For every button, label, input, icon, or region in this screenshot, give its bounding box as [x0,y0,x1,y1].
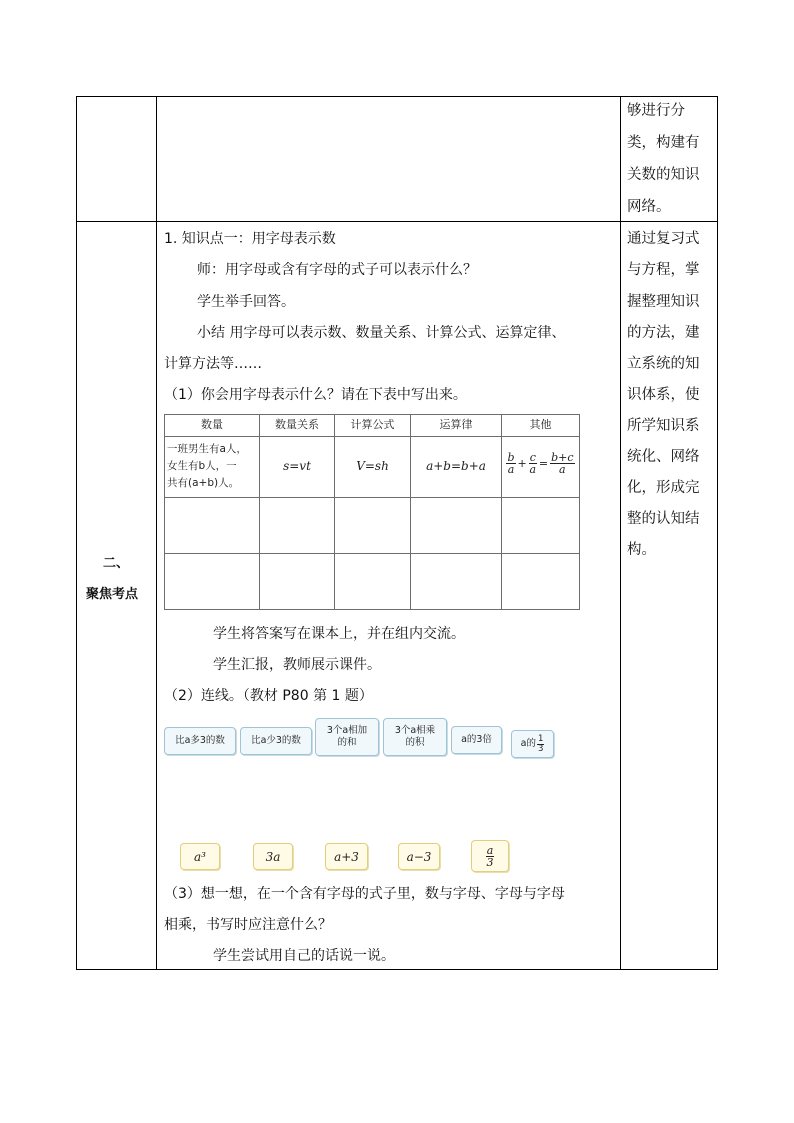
note-line: 化，形成完 [627,480,700,496]
note-line: 统化、网络 [627,449,700,465]
other-cell: $\frac{b}{a}$ + $\frac{c}{a}$ = $\frac{b+c}{a}$ [507,451,574,476]
note-line: 网络。 [627,199,671,215]
match-card-bottom[interactable]: 3a [253,843,293,870]
table-row-divider [76,221,718,222]
table-header: 计算公式 [350,418,395,431]
heading: 1. 知识点一：用字母表示数 [164,231,336,247]
match-card-top[interactable]: 3个a相乘 的积 [383,718,447,756]
match-card-top[interactable]: 比a少3的数 [240,727,312,755]
teacher-question: 师：用字母或含有字母的式子可以表示什么？ [197,262,477,278]
table-col-divider-2 [620,96,621,970]
section-number: 二、 [103,556,130,571]
table-col-divider-1 [156,96,157,970]
table-header: 运算律 [439,418,473,431]
note-line: 整的认知结 [627,511,700,527]
table-border-bottom [76,969,718,970]
student-answer: 学生举手回答。 [197,294,295,310]
match-card-top[interactable]: 比a多3的数 [164,727,236,755]
table-header: 其他 [529,418,552,431]
summary-line: 计算方法等…… [164,356,262,372]
note-line: 识体系，使 [627,387,700,403]
quantity-cell: 一班男生有a人， 女生有b人，一 共有(a+b)人。 [167,443,247,489]
match-card-bottom[interactable]: a−3 [398,843,440,870]
note-line: 握整理知识 [627,294,700,310]
match-card-bottom[interactable]: $\frac{a}{3}$ [471,840,509,872]
match-card-top[interactable]: a的 $\frac{1}{3}$ [511,730,554,758]
section-title: 聚焦考点 [86,587,139,602]
note-line: 关数的知识 [627,167,700,183]
summary-line: 小结 用字母可以表示数、数量关系、计算公式、运算定律、 [197,325,566,341]
table-header: 数量 [201,418,223,431]
table-header: 数量关系 [275,418,319,431]
task-3: （3）想一想，在一个含有字母的式子里，数与字母、字母与字母 [164,886,565,902]
table-border-right [717,96,718,970]
match-card-bottom[interactable]: a³ [180,843,220,870]
relation-cell: s=vt [283,459,311,473]
table-border-left [76,96,77,970]
table-border-top [76,96,718,97]
after-line: 学生汇报，教师展示课件。 [213,657,381,673]
note-line: 与方程，掌 [627,262,700,278]
match-card-top[interactable]: a的3倍 [451,726,502,754]
match-card-bottom[interactable]: a+3 [325,843,368,870]
note-line: 通过复习式 [627,231,700,247]
note-line: 立系统的知 [627,356,700,372]
note-line: 够进行分 [627,103,685,119]
note-line: 构。 [627,542,656,558]
task-1: （1）你会用字母表示什么？请在下表中写出来。 [164,387,467,403]
formula-cell: V=sh [356,459,389,473]
after-line: 学生将答案写在课本上，并在组内交流。 [213,626,465,642]
note-line: 类，构建有 [627,135,700,151]
task-3: 相乘，书写时应注意什么？ [164,917,332,933]
note-line: 所学知识系 [627,418,700,434]
last-line: 学生尝试用自己的话说一说。 [213,948,395,964]
task-2: （2）连线。（教材 P80 第 1 题） [164,688,373,704]
law-cell: a+b=b+a [426,459,486,473]
match-card-top[interactable]: 3个a相加 的和 [315,718,379,756]
note-line: 的方法，建 [627,325,700,341]
